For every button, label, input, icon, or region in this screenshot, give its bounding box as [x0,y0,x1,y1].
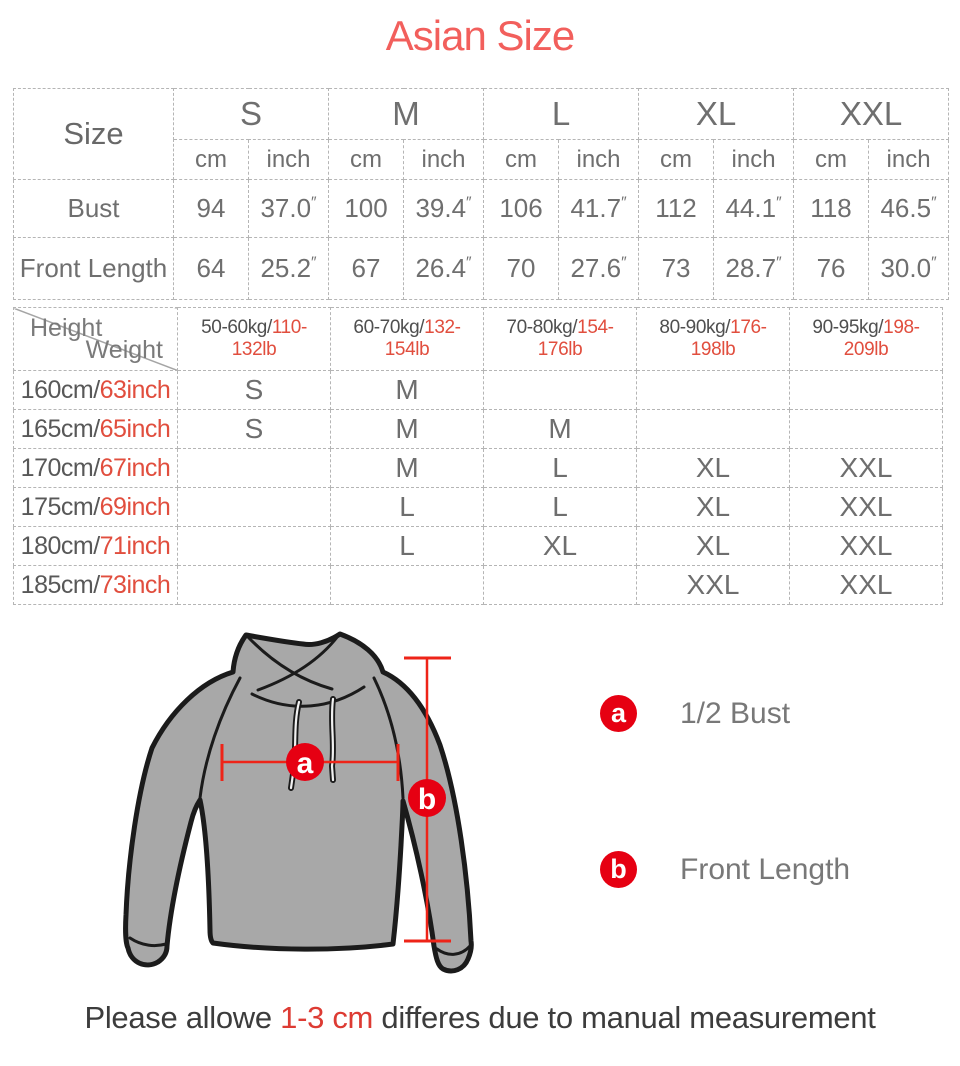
size-cm-value: 67 [329,238,404,300]
legend-marker-b-badge: b [600,851,637,888]
size-cm-value: 100 [329,180,404,238]
fit-row-165 [14,410,943,449]
legend-marker-a-badge: a [600,695,637,732]
size-table [13,88,949,300]
marker-a-badge [286,743,324,781]
size-cm-value: 73 [639,238,714,300]
height-weight-corner [14,308,178,371]
fit-size-cell [331,566,484,605]
fit-size-cell: XL [637,449,790,488]
page-title: Asian Size [385,12,575,59]
disclaimer-suffix: differes due to manual measurement [373,1000,876,1035]
fit-row-175 [14,488,943,527]
unit-label-inch: inch [869,140,949,180]
unit-label-inch: inch [249,140,329,180]
fit-size-cell: XXL [790,449,943,488]
size-cm-value: 106 [484,180,559,238]
size-col-s: S [174,89,329,140]
size-header-row [14,89,949,140]
fit-size-cell: S [178,410,331,449]
bust-row [14,180,949,238]
fit-size-cell [790,371,943,410]
size-inch-value: 30.0″ [869,238,949,300]
weight-header-row [14,308,943,371]
size-col-xl: XL [639,89,794,140]
fit-size-cell [484,566,637,605]
size-inch-value: 46.5″ [869,180,949,238]
fit-size-cell [637,371,790,410]
fit-size-cell [484,371,637,410]
fit-row-170 [14,449,943,488]
marker-a-label: a [296,747,314,780]
size-col-l: L [484,89,639,140]
size-cm-value: 118 [794,180,869,238]
height-row-label: 165cm/65inch [14,410,178,449]
legend-item-b [600,851,850,888]
fit-table [13,307,943,605]
measure-row-label: Bust [14,180,174,238]
height-row-label: 170cm/67inch [14,449,178,488]
fit-size-cell [178,527,331,566]
size-inch-value: 39.4″ [404,180,484,238]
unit-label-cm: cm [484,140,559,180]
fit-size-cell: L [484,488,637,527]
legend-label-front-length: Front Length [680,852,851,886]
fit-size-cell: M [331,371,484,410]
fit-size-cell: M [331,410,484,449]
fit-size-cell: XXL [637,566,790,605]
fit-size-cell: M [484,410,637,449]
disclaimer-text [0,1000,960,1036]
front-length-row [14,238,949,300]
size-col-xxl: XXL [794,89,949,140]
unit-label-cm: cm [329,140,404,180]
fit-size-cell [637,410,790,449]
size-corner-label: Size [14,89,174,180]
marker-b-label: b [417,783,437,816]
fit-size-cell: XL [637,488,790,527]
legend-item-a [600,695,790,732]
weight-col-header: 50-60kg/110-132lb [178,308,331,371]
size-inch-value: 37.0″ [249,180,329,238]
size-inch-value: 44.1″ [714,180,794,238]
fit-row-180 [14,527,943,566]
fit-size-cell: L [331,488,484,527]
size-inch-value: 25.2″ [249,238,329,300]
fit-size-cell: L [484,449,637,488]
size-cm-value: 112 [639,180,714,238]
fit-size-cell: S [178,371,331,410]
fit-row-185 [14,566,943,605]
unit-label-inch: inch [404,140,484,180]
size-cm-value: 70 [484,238,559,300]
weight-col-header: 60-70kg/132-154lb [331,308,484,371]
marker-b-badge [408,779,446,817]
height-row-label: 175cm/69inch [14,488,178,527]
fit-size-cell: XL [637,527,790,566]
fit-size-cell: M [331,449,484,488]
measure-row-label: Front Length [14,238,174,300]
fit-size-cell [178,488,331,527]
size-col-m: M [329,89,484,140]
height-row-label: 180cm/71inch [14,527,178,566]
unit-label-inch: inch [714,140,794,180]
unit-label-inch: inch [559,140,639,180]
size-cm-value: 94 [174,180,249,238]
disclaimer-prefix: Please allowe [84,1000,281,1035]
height-row-label: 160cm/63inch [14,371,178,410]
fit-size-cell: XL [484,527,637,566]
fit-size-cell: XXL [790,488,943,527]
size-inch-value: 28.7″ [714,238,794,300]
fit-size-cell: L [331,527,484,566]
size-cm-value: 64 [174,238,249,300]
corner-height-label: Height [30,314,103,342]
unit-label-cm: cm [639,140,714,180]
unit-label-cm: cm [174,140,249,180]
hoodie-diagram [55,605,485,995]
fit-size-cell: XXL [790,566,943,605]
legend-label-half-bust: 1/2 Bust [680,696,791,730]
height-row-label: 185cm/73inch [14,566,178,605]
unit-label-cm: cm [794,140,869,180]
size-inch-value: 41.7″ [559,180,639,238]
disclaimer-highlight: 1-3 cm [280,1000,374,1035]
corner-weight-label: Weight [85,336,163,364]
size-cm-value: 76 [794,238,869,300]
fit-row-160 [14,371,943,410]
fit-size-cell: XXL [790,527,943,566]
weight-col-header: 80-90kg/176-198lb [637,308,790,371]
weight-col-header: 70-80kg/154-176lb [484,308,637,371]
weight-col-header: 90-95kg/198-209lb [790,308,943,371]
fit-size-cell [178,566,331,605]
fit-size-cell [178,449,331,488]
size-inch-value: 27.6″ [559,238,639,300]
fit-size-cell [790,410,943,449]
size-inch-value: 26.4″ [404,238,484,300]
